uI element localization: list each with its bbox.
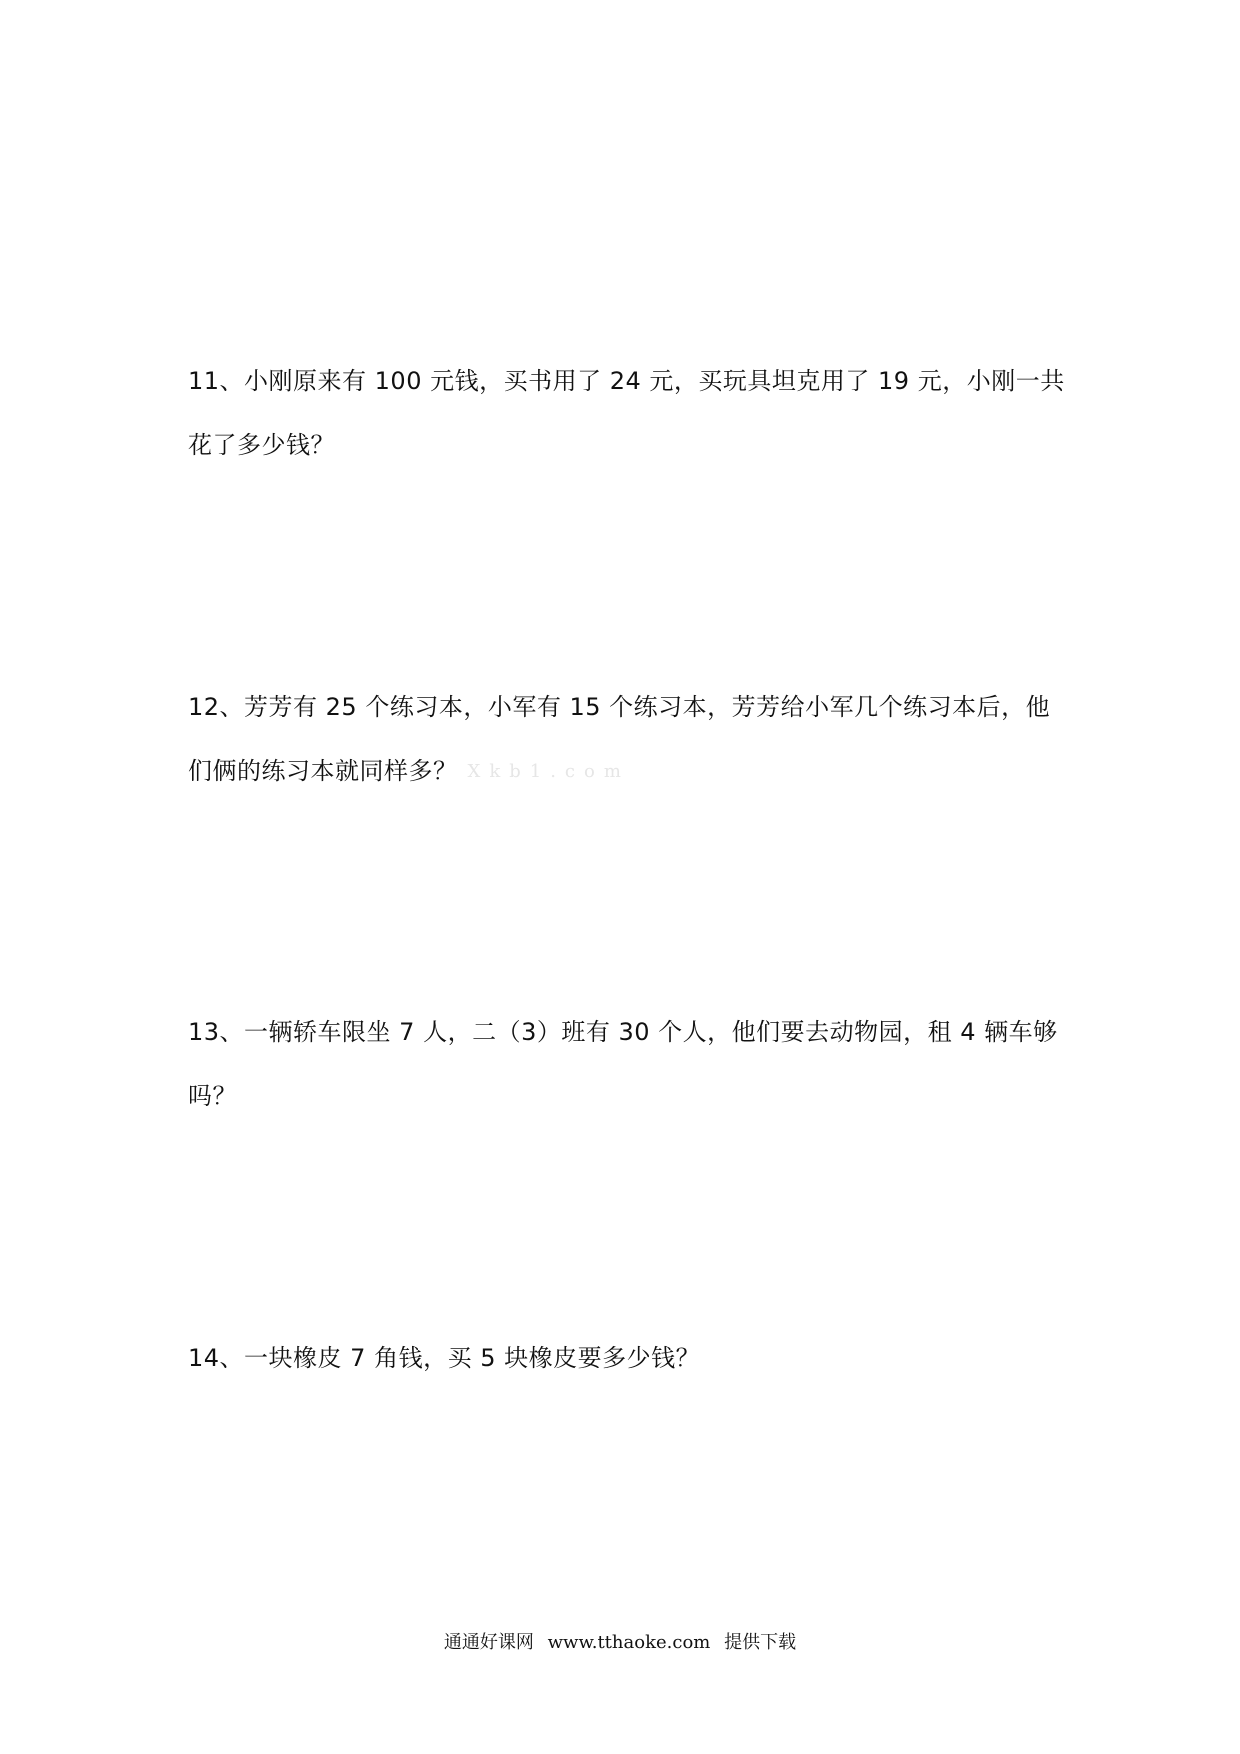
question-text-line: 14、一块橡皮 7 角钱，买 5 块橡皮要多少钱？ bbox=[188, 1344, 701, 1372]
question-12 bbox=[188, 675, 1068, 804]
page-footer bbox=[0, 1628, 1240, 1654]
question-text-line: 吗？ bbox=[188, 1082, 237, 1110]
question-11 bbox=[188, 349, 1068, 477]
question-text-line bbox=[188, 739, 1068, 804]
question-text-line: 11、小刚原来有 100 元钱，买书用了 24 元，买玩具坦克用了 19 元，小刚一共 bbox=[188, 367, 1065, 395]
question-text-line: 花了多少钱？ bbox=[188, 431, 335, 459]
footer-suffix: 提供下载 bbox=[724, 1632, 797, 1653]
question-text-line: 13、一辆轿车限坐 7 人，二（3）班有 30 个人，他们要去动物园，租 4 辆车够 bbox=[188, 1018, 1058, 1046]
footer-site-name: 通通好课网 bbox=[443, 1632, 534, 1653]
watermark-text: Xkb1.com bbox=[467, 761, 630, 782]
question-13 bbox=[188, 1000, 1068, 1128]
question-text-line: 12、芳芳有 25 个练习本，小军有 15 个练习本，芳芳给小军几个练习本后，他 bbox=[188, 693, 1051, 721]
footer-url: www.tthaoke.com bbox=[547, 1632, 711, 1653]
question-14 bbox=[188, 1326, 1068, 1390]
question-text: 们俩的练习本就同样多？ bbox=[188, 757, 458, 785]
